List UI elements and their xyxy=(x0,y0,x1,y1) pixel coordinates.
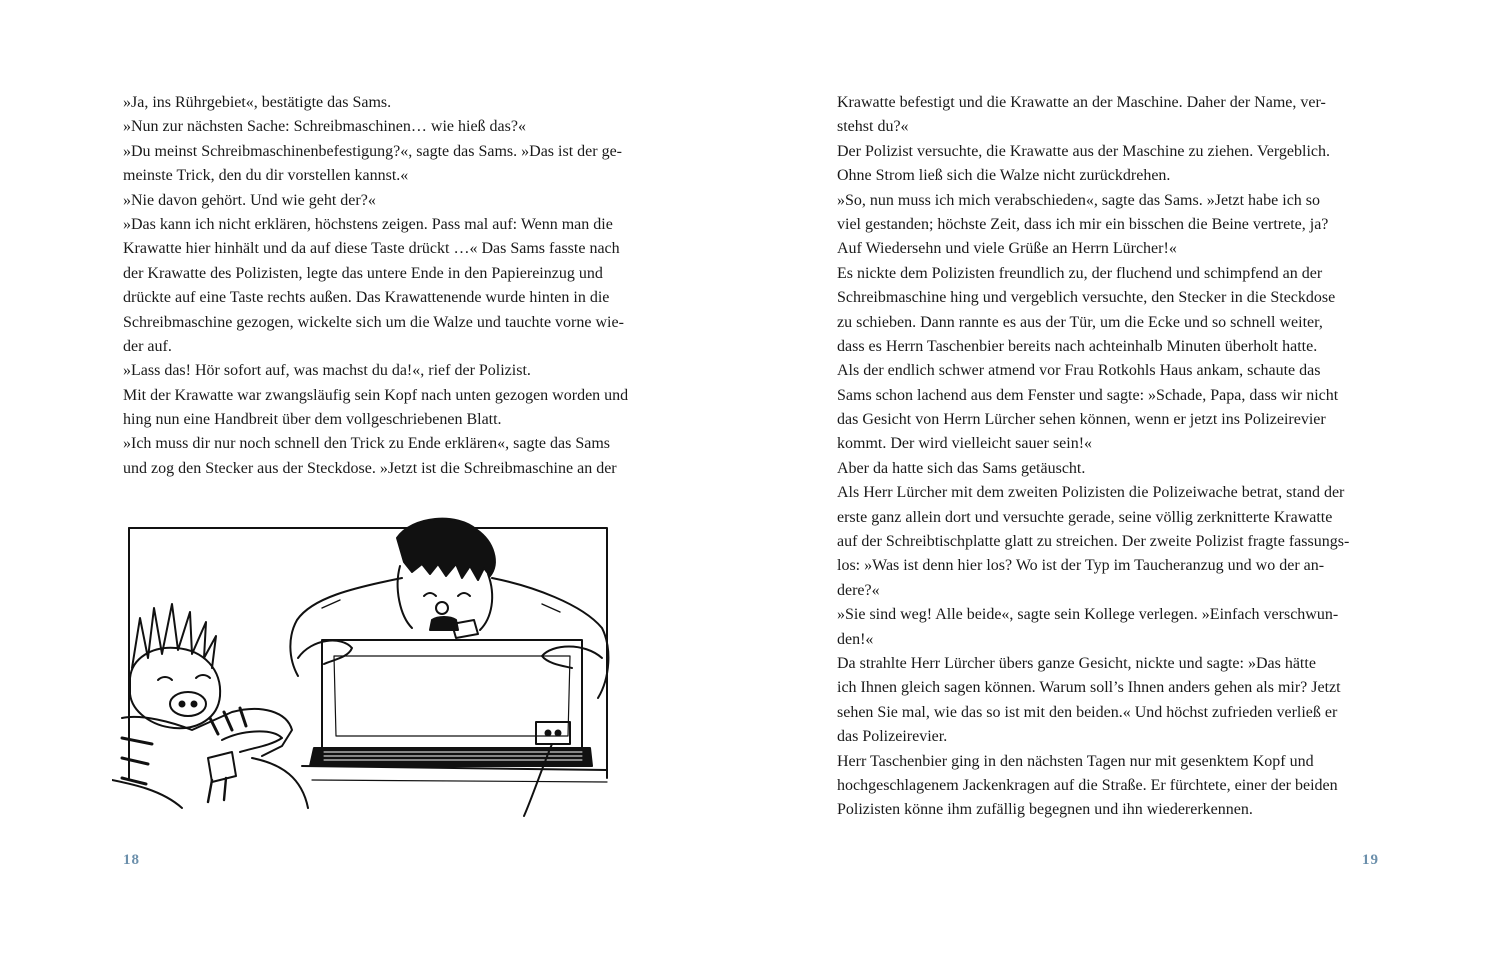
text-line: hochgeschlagenem Jackenkragen auf die Straße. Er fürchtete, einer der beiden xyxy=(837,776,1338,794)
text-line: Als der endlich schwer atmend vor Frau Rotkohls Haus ankam, schaute das xyxy=(837,362,1321,380)
text-line: der Krawatte des Polizisten, legte das untere Ende in den Papiereinzug und xyxy=(123,264,603,282)
outlet-hole xyxy=(546,731,551,736)
plug xyxy=(208,752,236,782)
policeman-hand xyxy=(542,647,602,669)
sams-eye xyxy=(158,677,172,680)
policeman-arm xyxy=(492,578,608,698)
text-line: Schreibmaschine gezogen, wickelte sich um die Walze und tauchte vorne wie- xyxy=(123,313,624,331)
page-number: 18 xyxy=(123,852,140,868)
text-line: los: »Was ist denn hier los? Wo ist der Typ im Taucheranzug und wo der an- xyxy=(837,557,1325,575)
text-line: »Ja, ins Rührgebiet«, bestätigte das Sams. xyxy=(123,94,392,111)
text-line: Ohne Strom ließ sich die Walze nicht zurückdrehen. xyxy=(837,167,1171,185)
text-line: »Du meinst Schreibmaschinenbefestigung?«, sagte das Sams. »Das ist der ge- xyxy=(123,142,622,160)
text-line: »Ich muss dir nur noch schnell den Trick zu Ende erklären«, sagte das Sams xyxy=(123,435,611,453)
policeman-nose xyxy=(436,602,448,614)
text-line: ich Ihnen gleich sagen können. Warum soll’s Ihnen anders gehen als mir? Jetzt xyxy=(837,679,1341,697)
text-line: »Das kann ich nicht erklären, höchstens zeigen. Pass mal auf: Wenn man die xyxy=(123,215,613,233)
text-line: auf der Schreibtischplatte glatt zu streichen. Der zweite Polizist fragte fassungs- xyxy=(837,533,1350,551)
sams-nostril xyxy=(192,702,197,707)
text-line: Mit der Krawatte war zwangsläufig sein Kopf nach unten gezogen worden und xyxy=(123,386,629,404)
uniform-detail xyxy=(322,600,340,608)
typewriter-body xyxy=(334,656,570,736)
sams-snout xyxy=(170,692,206,716)
outlet-hole xyxy=(556,731,561,736)
text-line: viel gestanden; höchste Zeit, dass ich mir ein bisschen die Beine vertrete, ja? xyxy=(837,215,1329,233)
text-line: dere?« xyxy=(837,581,880,599)
text-line: Herr Taschenbier ging in den nächsten Tagen nur mit gesenktem Kopf und xyxy=(837,752,1314,770)
plug-cord xyxy=(252,758,308,808)
text-line: das Gesicht von Herrn Lürcher sehen können, wenn er jetzt ins Polizeirevier xyxy=(837,411,1326,429)
text-line: Aber da hatte sich das Sams getäuscht. xyxy=(837,459,1086,477)
text-line: Schreibmaschine hing und vergeblich versuchte, den Stecker in die Steckdose xyxy=(837,289,1336,307)
text-line: erste ganz allein dort und versuchte gerade, seine völlig zerknitterte Krawatte xyxy=(837,508,1333,526)
text-line: dass es Herrn Taschenbier bereits nach achteinhalb Minuten überholt hatte. xyxy=(837,337,1318,355)
text-line: »Nie davon gehört. Und wie geht der?« xyxy=(123,191,376,209)
text-line: drückte auf eine Taste rechts außen. Das Krawattenende wurde hinten in die xyxy=(123,289,610,307)
text-line: Da strahlte Herr Lürcher übers ganze Gesicht, nickte und sagte: »Das hätte xyxy=(837,654,1316,672)
text-line: »Sie sind weg! Alle beide«, sagte sein Kollege verlegen. »Einfach verschwun- xyxy=(837,606,1339,624)
text-line: stehst du?« xyxy=(837,118,909,136)
policeman-brow xyxy=(458,593,470,596)
text-line: zu schieben. Dann rannte es aus der Tür, um die Ecke und so schnell weiter, xyxy=(837,313,1323,331)
text-line: das Polizeirevier. xyxy=(837,728,948,746)
text-line: und zog den Stecker aus der Steckdose. »Jetzt ist die Schreibmaschine an der xyxy=(123,459,617,477)
text-line: »So, nun muss ich mich verabschieden«, sagte das Sams. »Jetzt habe ich so xyxy=(837,191,1321,209)
text-line: sehen Sie mal, wie das so ist mit den beiden.« Und höchst zufrieden verließ er xyxy=(837,703,1338,721)
policeman-hand xyxy=(298,641,352,664)
policeman-face xyxy=(398,566,412,628)
text-line: kommt. Der wird vielleicht sauer sein!« xyxy=(837,435,1093,453)
text-line: meinste Trick, den du dir vorstellen kannst.« xyxy=(123,167,409,185)
text-line: der auf. xyxy=(123,337,172,355)
text-line: hing nun eine Handbreit über dem vollgeschriebenen Blatt. xyxy=(123,411,502,429)
uniform-detail xyxy=(542,604,560,612)
text-line: den!« xyxy=(837,630,874,648)
text-line: Polizisten könne ihm zufällig begegnen und ihn wiedererkennen. xyxy=(837,801,1253,819)
right-page-text xyxy=(837,91,1349,823)
text-line: »Lass das! Hör sofort auf, was machst du da!«, rief der Polizist. xyxy=(123,362,531,380)
policeman-arm xyxy=(290,578,402,676)
text-line: Es nickte dem Polizisten freundlich zu, der fluchend und schimpfend an der xyxy=(837,264,1323,282)
text-line: Sams schon lachend aus dem Fenster und sagte: »Schade, Papa, dass wir nicht xyxy=(837,386,1339,404)
typewriter-illustration xyxy=(112,508,617,820)
text-line: Krawatte hier hinhält und da auf diese Taste drückt …« Das Sams fasste nach xyxy=(123,240,620,258)
sams-eye xyxy=(196,675,210,678)
power-outlet xyxy=(536,722,570,744)
text-line: »Nun zur nächsten Sache: Schreibmaschinen… wie hieß das?« xyxy=(123,118,526,136)
left-page-text xyxy=(123,91,628,481)
policeman-brow xyxy=(424,593,436,596)
policeman-face xyxy=(480,574,492,630)
right-page xyxy=(750,0,1500,977)
sams-hand xyxy=(222,731,282,752)
page-number: 19 xyxy=(1362,852,1379,868)
desk-edge xyxy=(312,780,607,782)
sams-stripes xyxy=(122,708,246,784)
text-line: Als Herr Lürcher mit dem zweiten Polizisten die Polizeiwache betrat, stand der xyxy=(837,484,1345,502)
illustration-drawing xyxy=(112,508,617,820)
text-line: Krawatte befestigt und die Krawatte an der Maschine. Daher der Name, ver- xyxy=(837,94,1326,111)
sams-head xyxy=(130,648,220,728)
text-line: Auf Wiedersehn und viele Grüße an Herrn Lürcher!« xyxy=(837,240,1177,258)
text-line: Der Polizist versuchte, die Krawatte aus der Maschine zu ziehen. Vergeblich. xyxy=(837,142,1331,160)
sams-nostril xyxy=(180,702,185,707)
